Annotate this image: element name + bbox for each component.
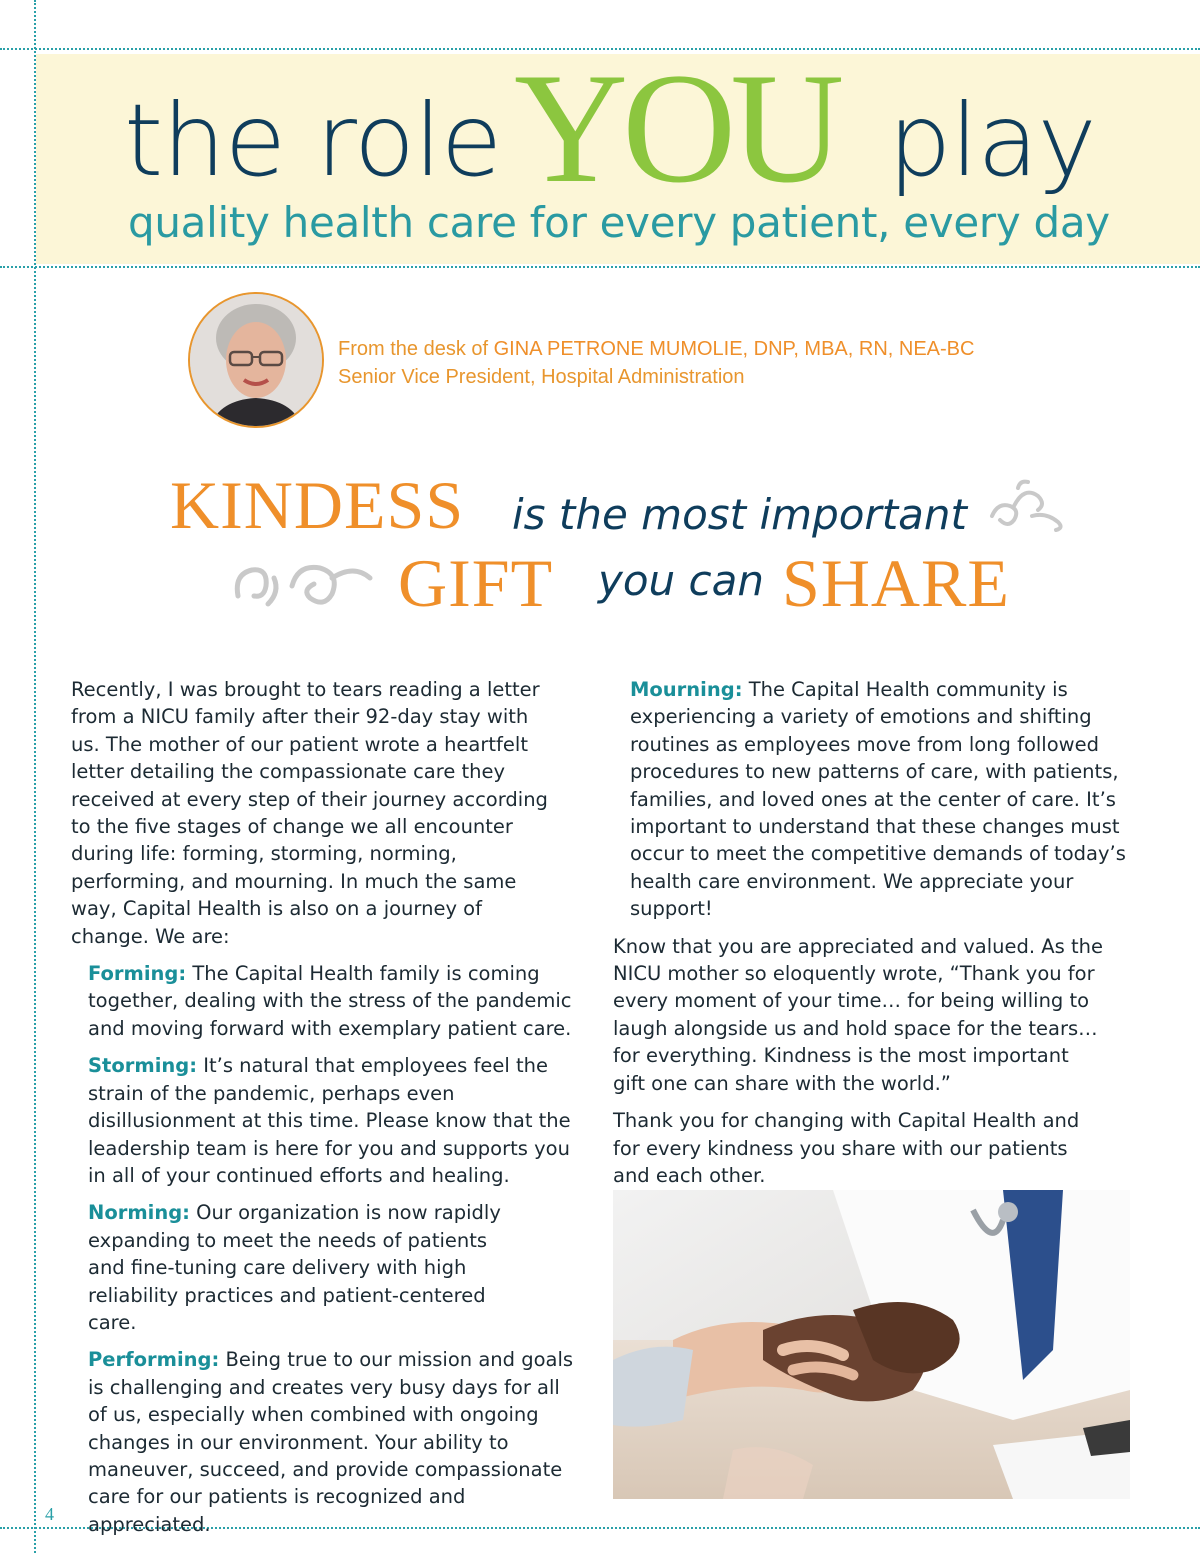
holding-hands-photo	[613, 1190, 1130, 1499]
stage-storming	[71, 1052, 576, 1189]
stage-text: The Capital Health family is coming together, dealing with the stress of the pandemic and moving forward with exemplary patient care.	[88, 962, 572, 1040]
stage-mourning	[613, 676, 1133, 923]
decorative-swirl-icon	[228, 556, 378, 616]
byline-prefix: From the desk of	[338, 338, 494, 360]
title-part1: the role	[124, 82, 502, 199]
article-intro: Recently, I was brought to tears reading a letter from a NICU family after their 92-day stay with us. The mother of our patient wrote a heartfelt letter detailing the compassionate care they received at every step of their journey according to the five stages of change we all encounter during life: forming, storming, norming, performing, and mourning. In much the same way, Capital Health is also on a journey of change. We are:	[71, 678, 548, 948]
stage-label: Performing:	[88, 1348, 220, 1372]
photo-illustration	[613, 1190, 1130, 1499]
page-subtitle: quality health care for every patient, every day	[128, 198, 1110, 247]
page-number: 4	[45, 1504, 54, 1524]
author-name: GINA PETRONE MUMOLIE, DNP, MBA, RN, NEA-BC	[493, 338, 975, 360]
stage-label: Norming:	[88, 1201, 190, 1225]
headline-share: SHARE	[782, 545, 1010, 621]
headline-kindess: KINDESS	[170, 467, 465, 543]
stage-label: Forming:	[88, 962, 187, 986]
byline-author	[338, 338, 974, 361]
headline-gift: GIFT	[398, 545, 554, 621]
stage-text: The Capital Health community is experiencing a variety of emotions and shifting routines as employees move from long followed procedures to new patterns of care, with patients, families, and loved ones at the center of care. It’s important to understand that these changes must occur to meet the competitive demands of today’s health care environment. We appreciate your support!	[630, 678, 1126, 921]
title-emphasis: YOU	[514, 41, 839, 216]
article-closing-2: Thank you for changing with Capital Health and for every kindness you share with our patients and each other.	[613, 1109, 1080, 1187]
stage-forming	[71, 960, 576, 1042]
headline-phrase2: you can	[598, 556, 764, 605]
stage-text: Our organization is now rapidly expanding to meet the needs of patients and fine-tuning care delivery with high reliability practices and patient-centered care.	[88, 1201, 501, 1334]
author-avatar	[188, 292, 324, 428]
title-part2: play	[888, 82, 1096, 199]
article-left-column	[71, 676, 576, 1538]
stage-label: Mourning:	[630, 678, 743, 701]
stage-text: Being true to our mission and goals is challenging and creates very busy days for all of us, especially when combined with ongoing changes in our environment. Your ability to maneuver, succeed, and provide compassionate care for our patients is recognized and appreciated.	[88, 1348, 574, 1536]
headline-phrase1: is the most important	[512, 490, 967, 539]
author-portrait	[190, 294, 322, 426]
banner-bottom-dotted-rule	[0, 266, 1200, 268]
stage-norming	[71, 1199, 528, 1336]
stage-performing	[71, 1346, 576, 1538]
stage-text: It’s natural that employees feel the strain of the pandemic, perhaps even disillusionment at this time. Please know that the leadership team is here for you and supports you in all of your continued efforts and healing.	[88, 1054, 571, 1187]
article-right-column	[613, 676, 1133, 1189]
decorative-swirl-icon	[984, 476, 1068, 536]
author-position: Senior Vice President, Hospital Administration	[338, 366, 745, 388]
article-closing-1: Know that you are appreciated and valued. As the NICU mother so eloquently wrote, “Thank you for every moment of your time… for being willing to laugh alongside us and hold space for the tears… for everything. Kindness is the most important gift one can share with the world.”	[613, 934, 1104, 1095]
stage-label: Storming:	[88, 1054, 198, 1078]
